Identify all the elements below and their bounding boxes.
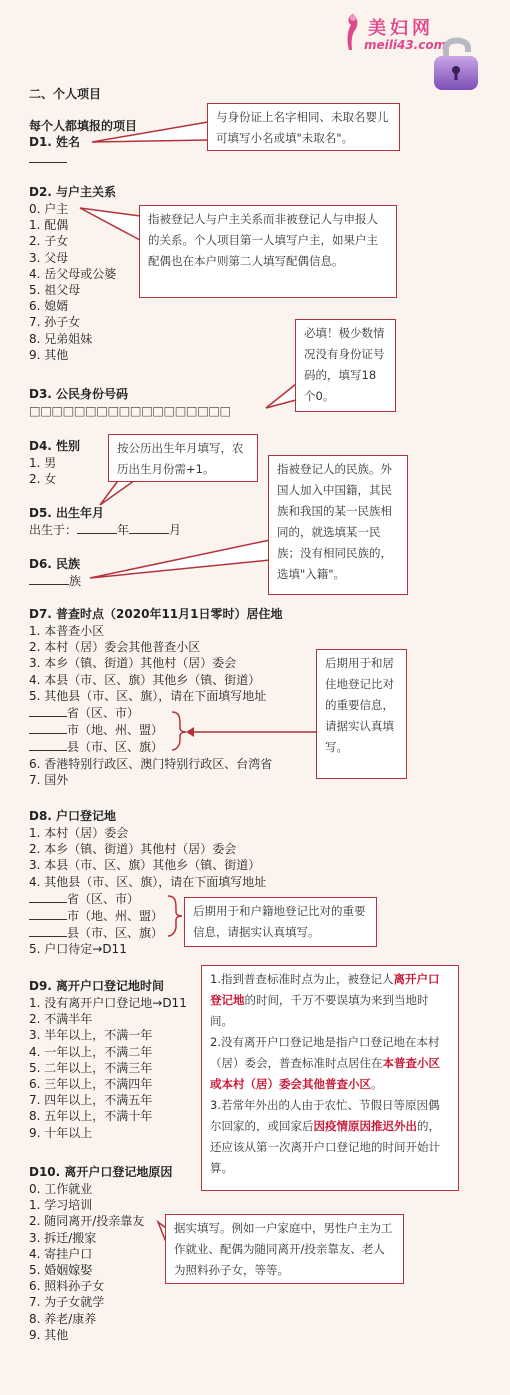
d1-title: D1. 姓名 (29, 135, 81, 149)
logo-url: meili43.com (364, 38, 447, 52)
d7-title: D7. 普查时点（2020年11月1日零时）居住地 (29, 607, 283, 621)
list-item[interactable]: 8. 养老/康养 (29, 1311, 97, 1326)
note-d6: 指被登记人的民族。外国人加入中国籍，其民族和我国的某一民族相同的，就选填某一民族；没有相同民族的，选填"入籍"。 (268, 455, 408, 595)
list-item[interactable]: 2. 子女 (29, 234, 69, 249)
list-item[interactable]: 7. 孙子女 (29, 315, 81, 330)
list-item[interactable]: 7. 四年以上，不满五年 (29, 1093, 153, 1108)
list-item[interactable]: 5. 户口待定→D11 (29, 942, 127, 957)
note-d7: 后期用于和居住地登记比对的重要信息，请据实认真填写。 (316, 649, 407, 779)
list-item[interactable]: 6. 香港特别行政区、澳门特别行政区、台湾省 (29, 756, 273, 771)
list-item[interactable]: 2. 本乡（镇、街道）其他村（居）委会 (29, 842, 237, 857)
list-item[interactable]: 2. 女 (29, 472, 57, 487)
list-item[interactable]: 8. 兄弟姐妹 (29, 331, 93, 346)
list-item[interactable]: 4. 一年以上，不满二年 (29, 1044, 153, 1059)
d9-title: D9. 离开户口登记地时间 (29, 979, 165, 993)
list-item[interactable]: 3. 拆迁/搬家 (29, 1230, 97, 1245)
list-item[interactable]: 2. 不满半年 (29, 1012, 93, 1027)
note-d8: 后期用于和户籍地登记比对的重要信息，请据实认真填写。 (184, 897, 377, 947)
list-item[interactable]: 7. 为子女就学 (29, 1295, 105, 1310)
d10-title: D10. 离开户口登记地原因 (29, 1165, 173, 1179)
list-item[interactable]: 5. 婚姻嫁娶 (29, 1263, 93, 1278)
list-item[interactable]: 9. 其他 (29, 347, 69, 362)
id-number-boxes[interactable]: □□□□□□□□□□□□□□□□□□ (29, 403, 231, 418)
list-item[interactable]: 3. 父母 (29, 250, 69, 265)
d5-title: D5. 出生年月 (29, 506, 105, 520)
every-person-label: 每个人都填报的项目 (29, 119, 138, 133)
list-item[interactable]: 3. 半年以上，不满一年 (29, 1028, 153, 1043)
list-item[interactable]: 6. 媳婿 (29, 299, 69, 314)
list-item[interactable]: 2. 本村（居）委会其他普查小区 (29, 640, 201, 655)
list-item[interactable]: 9. 其他 (29, 1327, 69, 1342)
list-item[interactable]: 3. 本县（市、区、旗）其他乡（镇、街道） (29, 858, 261, 873)
address-province-label: 省（区、市） (67, 891, 140, 906)
ethnicity-suffix: 族 (69, 574, 82, 588)
address-province-label: 省（区、市） (67, 706, 140, 721)
d6-title: D6. 民族 (29, 557, 81, 571)
note-d9-p3: 3.若常年外出的人由于农忙、节假日等原因偶尔回家的，或回家后因疫情原因推迟外出的，还应该从第一次离开户口登记地的时间开始计算。 (210, 1098, 440, 1175)
note-d10: 据实填写。例如一户家庭中，男性户主为工作就业、配偶为随同离开/投亲靠友、老人为照料孙子女，等等。 (165, 1214, 404, 1284)
highlight-text: 离开户口登记地 (210, 972, 440, 1007)
section-title: 二、个人项目 (29, 87, 102, 101)
d3-title: D3. 公民身份号码 (29, 387, 129, 401)
list-item[interactable]: 0. 户主 (29, 202, 69, 216)
address-city-label: 市（地、州、盟） (67, 723, 164, 738)
address-county-label: 县（市、区、旗） (67, 926, 164, 941)
list-item[interactable]: 2. 随同离开/投亲靠友 (29, 1214, 145, 1229)
note-d3: 必填！极少数情况没有身份证号码的，填写18个0。 (295, 319, 396, 412)
note-d2: 指被登记人与户主关系而非被登记人与申报人的关系。个人项目第一人填写户主，如果户主配偶也在本户则第二人填写配偶信息。 (139, 205, 397, 298)
list-item[interactable]: 0. 工作就业 (29, 1182, 93, 1196)
note-d9 (201, 965, 459, 1191)
highlight-text: 因疫情原因推迟外出 (313, 1119, 417, 1133)
list-item[interactable]: 3. 本乡（镇、街道）其他村（居）委会 (29, 656, 237, 671)
address-county-label: 县（市、区、旗） (67, 740, 164, 755)
d4-title: D4. 性别 (29, 439, 81, 453)
list-item[interactable]: 4. 其他县（市、区、旗），请在下面填写地址 (29, 874, 267, 889)
list-item[interactable]: 4. 岳父母或公婆 (29, 266, 117, 281)
list-item[interactable]: 6. 照料孙子女 (29, 1279, 105, 1294)
list-item[interactable]: 7. 国外 (29, 772, 69, 787)
d8-title: D8. 户口登记地 (29, 809, 117, 823)
list-item[interactable]: 1. 学习培训 (29, 1198, 93, 1213)
note-d9-p1: 1.指到普查标准时点为止，被登记人离开户口登记地的时间，千万不要误填为来到当地时间。 (210, 972, 440, 1028)
list-item[interactable]: 1. 男 (29, 456, 57, 470)
note-d5: 按公历出生年月填写，农历出生月份需+1。 (108, 434, 258, 482)
list-item[interactable]: 1. 配偶 (29, 218, 69, 233)
list-item[interactable]: 6. 三年以上，不满四年 (29, 1077, 153, 1092)
list-item[interactable]: 5. 其他县（市、区、旗），请在下面填写地址 (29, 688, 267, 703)
list-item[interactable]: 5. 二年以上，不满三年 (29, 1060, 153, 1075)
list-item[interactable]: 5. 祖父母 (29, 283, 81, 298)
list-item[interactable]: 1. 没有离开户口登记地→D11 (29, 996, 187, 1010)
list-item[interactable]: 8. 五年以上，不满十年 (29, 1109, 153, 1124)
list-item[interactable]: 4. 寄挂户口 (29, 1246, 93, 1261)
address-city-label: 市（地、州、盟） (67, 909, 164, 924)
birth-year-unit: 年 (117, 523, 130, 537)
list-item[interactable]: 1. 本村（居）委会 (29, 826, 129, 840)
note-d9-p2: 2.没有离开户口登记地是指户口登记地在本村（居）委会，普查标准时点居住在本普查小区或本村（居）委会其他普查小区。 (210, 1035, 440, 1091)
birth-month-unit: 月 (169, 523, 182, 537)
list-item[interactable]: 4. 本县（市、区、旗）其他乡（镇、街道） (29, 672, 261, 687)
note-d1: 与身份证上名字相同、未取名婴儿可填写小名或填"未取名"。 (207, 103, 400, 151)
birth-prefix: 出生于： (29, 523, 78, 537)
list-item[interactable]: 1. 本普查小区 (29, 624, 105, 638)
highlight-text: 本普查小区或本村（居）委会其他普查小区 (210, 1056, 440, 1091)
d2-title: D2. 与户主关系 (29, 185, 117, 199)
list-item[interactable]: 9. 十年以上 (29, 1125, 93, 1140)
logo-name: 美妇网 (368, 18, 434, 39)
